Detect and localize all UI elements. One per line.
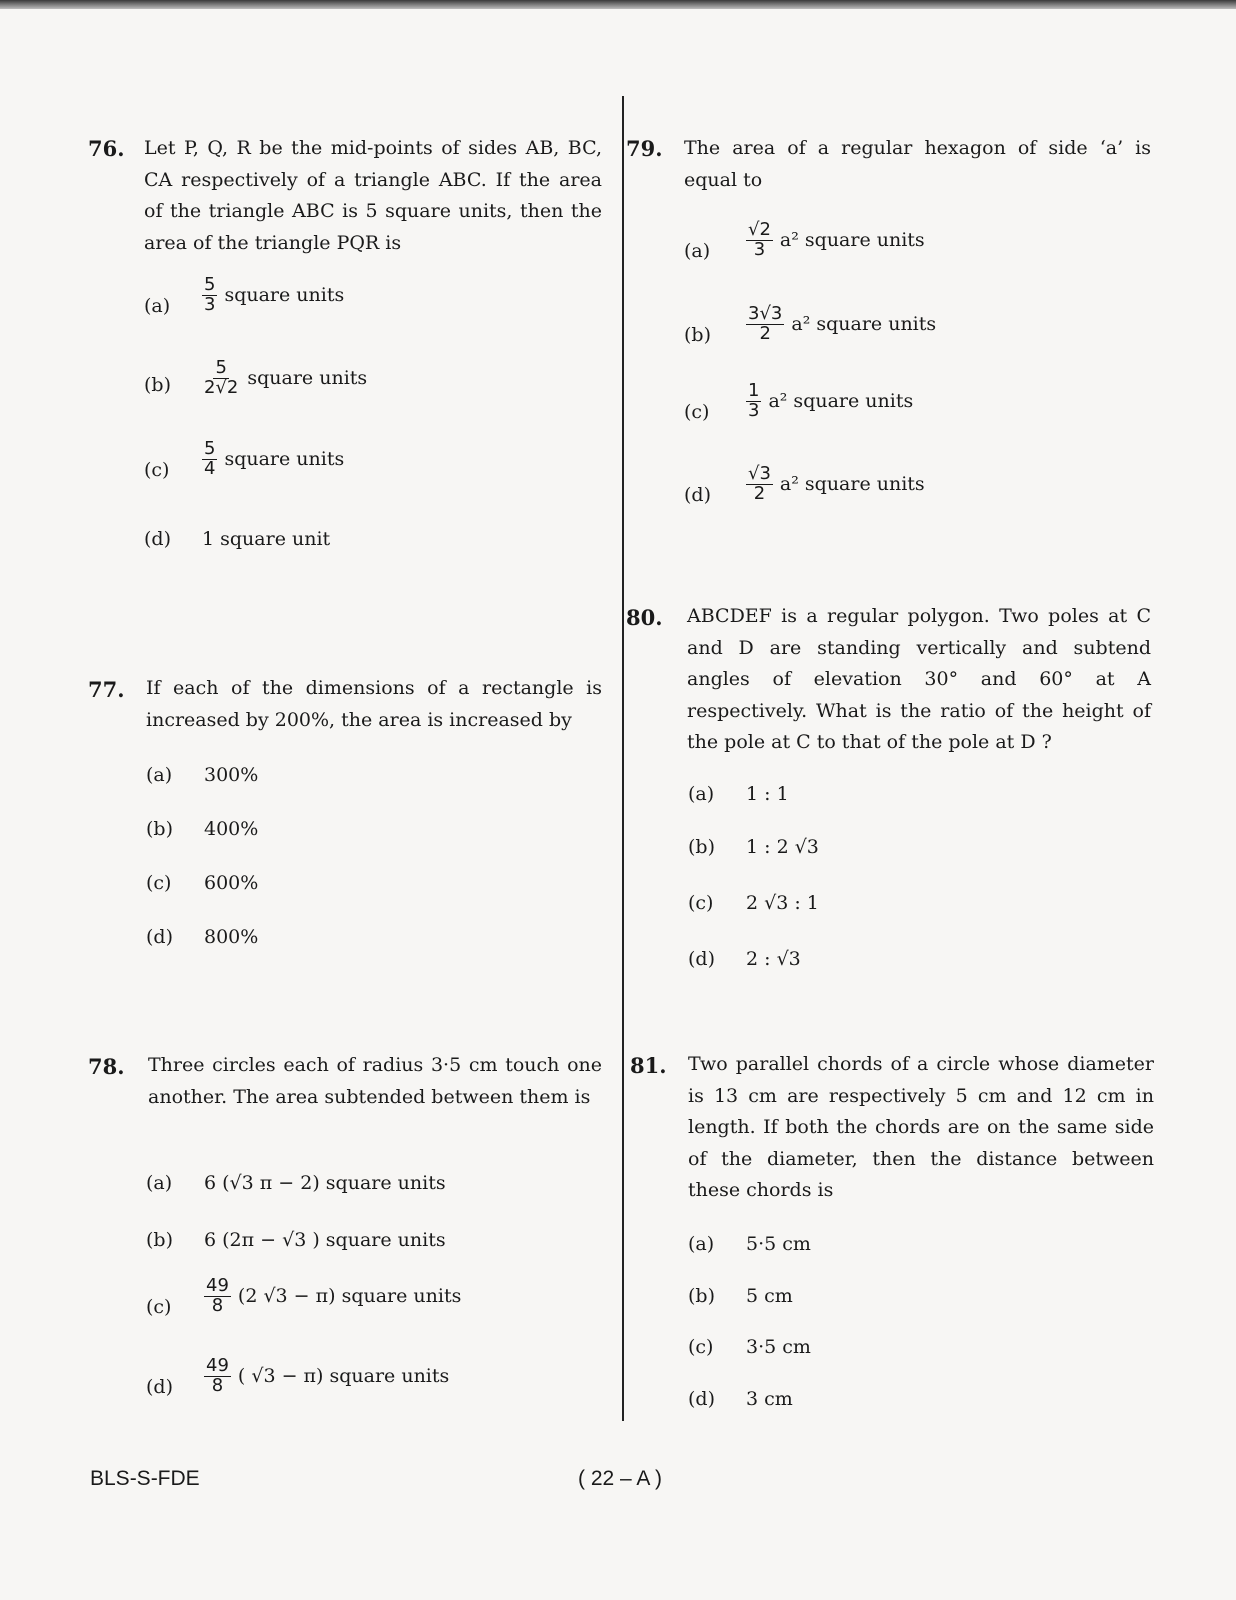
option-suffix: (2 √3 − π) square units bbox=[237, 1285, 462, 1308]
option-label: (c) bbox=[146, 872, 172, 894]
option-suffix: a² square units bbox=[768, 390, 914, 413]
fraction: $\frac{5}{4}$ bbox=[204, 438, 216, 479]
option-label: (b) bbox=[144, 374, 171, 396]
question-number: 77. bbox=[88, 677, 125, 702]
option-suffix: square units bbox=[224, 448, 345, 471]
option-label: (b) bbox=[684, 324, 711, 346]
question-number: 76. bbox=[88, 136, 125, 161]
option-text: 1 : 2 √3 bbox=[746, 836, 819, 858]
option-label: (b) bbox=[146, 1229, 173, 1251]
option-label: (d) bbox=[688, 948, 715, 970]
option-text: 3·5 cm bbox=[746, 1336, 811, 1358]
option-text: 300% bbox=[204, 764, 259, 786]
question-number: 80. bbox=[626, 605, 663, 630]
option-label: (c) bbox=[688, 1336, 714, 1358]
option-suffix: ( √3 − π) square units bbox=[237, 1365, 450, 1388]
option-label: (c) bbox=[144, 459, 170, 481]
question-number: 78. bbox=[88, 1054, 125, 1079]
option-text: 2 √3 : 1 bbox=[746, 892, 819, 914]
option-label: (d) bbox=[146, 1376, 173, 1398]
option-suffix: a² square units bbox=[791, 313, 937, 336]
fraction: $\frac{49}{8}$ bbox=[206, 1275, 229, 1316]
question-text: Two parallel chords of a circle whose diameter is 13 cm are respectively 5 cm and 12 cm in length. If both the chords are on the same side of the diameter, then the distance between these chords is bbox=[688, 1053, 1154, 1201]
option-suffix: a² square units bbox=[779, 473, 925, 496]
fraction: $\frac{1}{3}$ bbox=[748, 380, 760, 421]
option-text: 5·5 cm bbox=[746, 1233, 811, 1255]
fraction: $\frac{√2}{3}$ bbox=[748, 219, 771, 260]
option-label: (a) bbox=[684, 240, 711, 262]
option-text: 3 cm bbox=[746, 1388, 793, 1410]
question-text: ABCDEF is a regular polygon. Two poles at C and D are standing vertically and subtend angles of elevation 30° and 60° at A respectively. What is the ratio of the height of the pole at C to that of the pole at D ? bbox=[687, 605, 1151, 753]
question-text: The area of a regular hexagon of side ‘a’ is equal to bbox=[684, 137, 1151, 191]
fraction: $\frac{√3}{2}$ bbox=[748, 463, 771, 504]
question-text: Three circles each of radius 3·5 cm touch one another. The area subtended between them is bbox=[148, 1054, 602, 1108]
option-label: (b) bbox=[688, 836, 715, 858]
question-number: 79. bbox=[626, 136, 663, 161]
fraction: $\frac{3√3}{2}$ bbox=[748, 303, 783, 344]
option-label: (a) bbox=[688, 783, 715, 805]
option-text: 1 square unit bbox=[202, 528, 331, 550]
option-text: 6 (√3 π − 2) square units bbox=[204, 1172, 446, 1194]
page-number: ( 22 – A ) bbox=[578, 1467, 663, 1490]
option-label: (a) bbox=[688, 1233, 715, 1255]
option-label: (a) bbox=[144, 295, 171, 317]
option-suffix: a² square units bbox=[779, 229, 925, 252]
option-suffix: square units bbox=[247, 367, 368, 390]
question-text: If each of the dimensions of a rectangle is increased by 200%, the area is increased by bbox=[146, 677, 602, 731]
option-text: 600% bbox=[204, 872, 259, 894]
option-label: (d) bbox=[688, 1388, 715, 1410]
option-text: 1 : 1 bbox=[746, 783, 789, 805]
booklet-code: BLS-S-FDE bbox=[90, 1467, 200, 1490]
option-label: (c) bbox=[688, 892, 714, 914]
option-text: 400% bbox=[204, 818, 259, 840]
option-label: (d) bbox=[146, 926, 173, 948]
option-label: (d) bbox=[684, 484, 711, 506]
option-suffix: square units bbox=[224, 284, 345, 307]
option-text: 5 cm bbox=[746, 1285, 793, 1307]
fraction: $\frac{5}{2√2}$ bbox=[204, 357, 239, 398]
option-label: (c) bbox=[146, 1296, 172, 1318]
scan-top-edge bbox=[0, 0, 1236, 9]
column-divider bbox=[622, 96, 624, 1421]
option-text: 2 : √3 bbox=[746, 948, 801, 970]
question-text: Let P, Q, R be the mid-points of sides AB, BC, CA respectively of a triangle ABC. If the area of the triangle ABC is 5 square units, then the area of the triangle PQR is bbox=[144, 137, 602, 254]
option-label: (b) bbox=[688, 1285, 715, 1307]
option-label: (a) bbox=[146, 1172, 173, 1194]
option-label: (b) bbox=[146, 818, 173, 840]
option-label: (c) bbox=[684, 401, 710, 423]
option-label: (a) bbox=[146, 764, 173, 786]
option-text: 6 (2π − √3 ) square units bbox=[204, 1229, 446, 1251]
option-text: 800% bbox=[204, 926, 259, 948]
fraction: $\frac{49}{8}$ bbox=[206, 1355, 229, 1396]
fraction: $\frac{5}{3}$ bbox=[204, 274, 216, 315]
question-number: 81. bbox=[630, 1053, 667, 1078]
option-label: (d) bbox=[144, 528, 171, 550]
